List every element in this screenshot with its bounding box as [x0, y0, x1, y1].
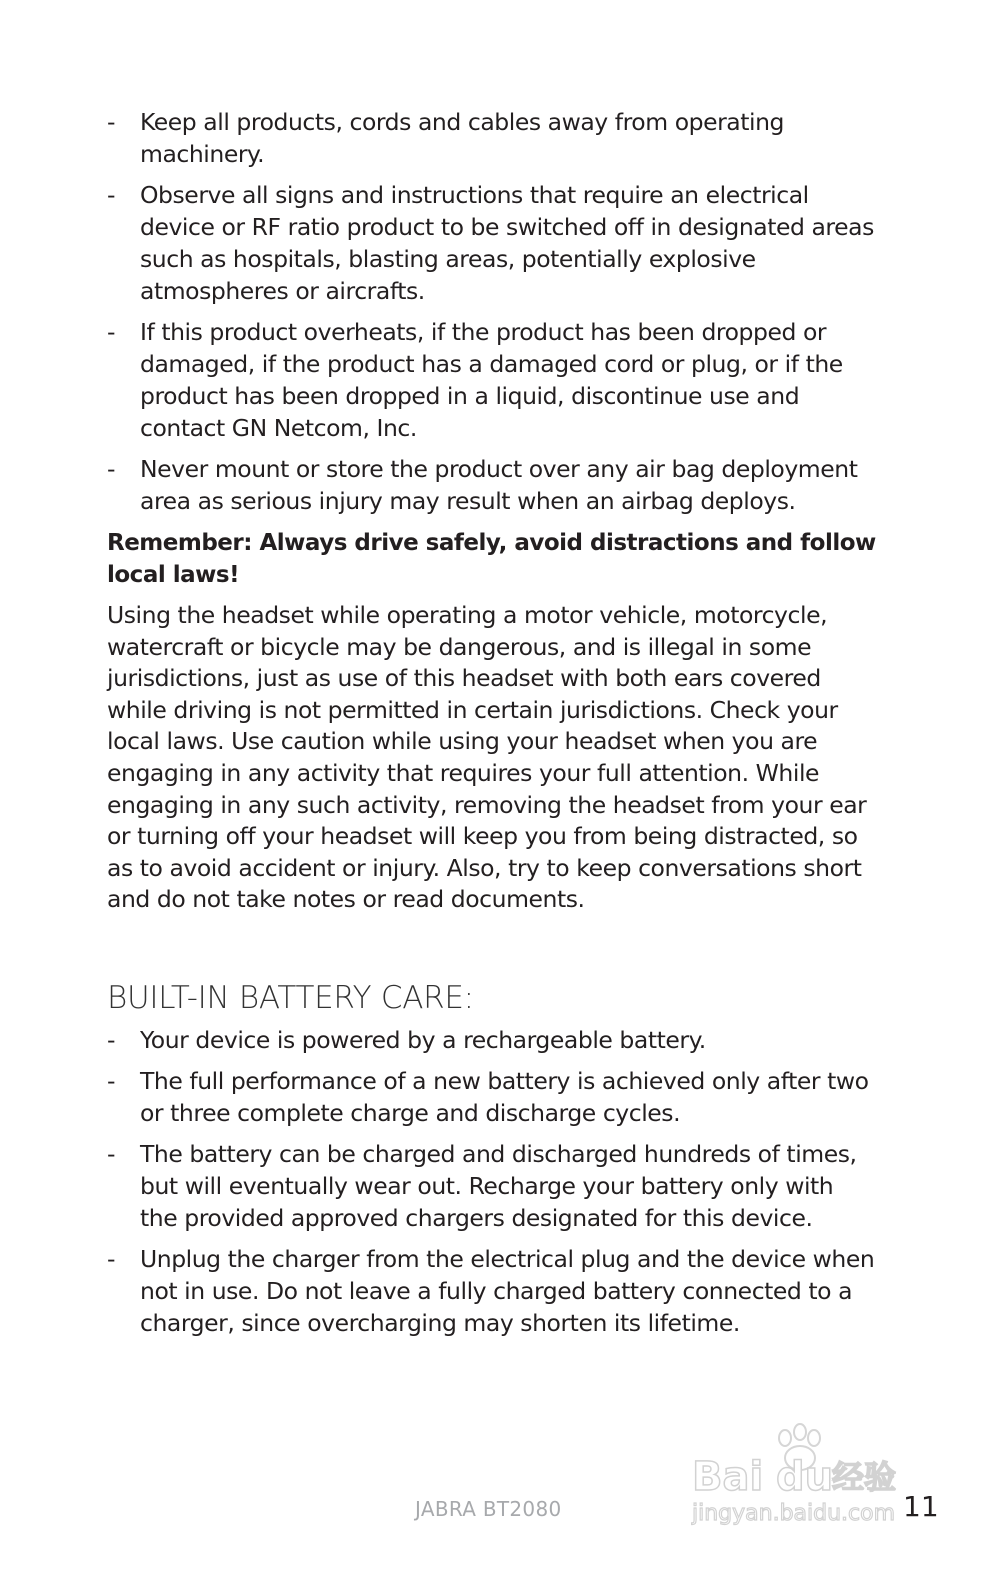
bullet-marker: -	[107, 318, 116, 346]
list-item	[107, 1065, 877, 1129]
list-item	[107, 453, 877, 517]
bullet-marker: -	[107, 1066, 116, 1095]
list-item	[107, 1138, 877, 1234]
list-item-text: Your device is powered by a rechargeable battery.	[140, 1025, 706, 1054]
list-item-text: Keep all products, cords and cables away from operating machinery.	[140, 108, 785, 168]
list-item-text: Unplug the charger from the electrical plug and the device when not in use. Do not leave a fully charged battery connected to a charger, since overcharging may shorten its lifetime.	[140, 1244, 875, 1337]
page-content	[107, 106, 877, 1348]
svg-text:Bai: Bai	[692, 1454, 764, 1500]
driving-paragraph: Using the headset while operating a motor vehicle, motorcycle, watercraft or bicycle may be dangerous, and is illegal in some jurisdictions, just as use of this headset with both ears covered while driving is not permitted in certain jurisdictions. Check your local laws. Use caution while using your headset when you are engaging in any activity that requires your full attention. While engaging in any such activity, removing the headset from your ear or turning off your headset will keep you from being distracted, so as to avoid accident or injury. Also, try to keep conversations short and do not take notes or read documents.	[107, 601, 867, 914]
list-item-text: Observe all signs and instructions that require an electrical device or RF ratio product to be switched off in designated areas such as hospitals, blasting areas, potentially explosive atmospheres or aircrafts.	[140, 181, 874, 305]
list-item	[107, 1243, 877, 1339]
footer-product-label: JABRA BT2080	[415, 1497, 562, 1521]
bullet-marker: -	[107, 1139, 116, 1168]
bullet-marker: -	[107, 108, 116, 136]
list-item	[107, 1024, 877, 1056]
list-item-text: If this product overheats, if the product has been dropped or damaged, if the product has a damaged cord or plug, or if the product has been dropped in a liquid, discontinue use and contact GN Netcom, Inc.	[140, 318, 843, 442]
page-number: 11	[903, 1490, 939, 1523]
bullet-marker: -	[107, 1025, 116, 1054]
list-item-text: The full performance of a new battery is achieved only after two or three complete charge and discharge cycles.	[140, 1066, 869, 1127]
battery-list	[107, 1024, 877, 1339]
list-item	[107, 179, 877, 307]
list-item-text: Never mount or store the product over any air bag deployment area as serious injury may result when an airbag deploys.	[140, 455, 858, 515]
safety-list	[107, 106, 877, 517]
bullet-marker: -	[107, 181, 116, 209]
watermark-url: jingyan.baidu.com	[692, 1501, 896, 1526]
section-title-battery: BUILT-IN BATTERY CARE:	[107, 979, 474, 1016]
list-item	[107, 106, 877, 170]
list-item-text: The battery can be charged and discharged hundreds of times, but will eventually wear out. Recharge your battery only with the provided approved chargers designated for this device.	[140, 1139, 857, 1232]
bullet-marker: -	[107, 455, 116, 483]
svg-text:du: du	[776, 1454, 834, 1500]
remember-notice: Remember: Always drive safely, avoid distractions and follow local laws!	[107, 530, 876, 588]
bullet-marker: -	[107, 1244, 116, 1273]
baidu-watermark-logo	[690, 1420, 920, 1530]
list-item	[107, 316, 877, 444]
svg-text:经验: 经验	[832, 1458, 897, 1496]
